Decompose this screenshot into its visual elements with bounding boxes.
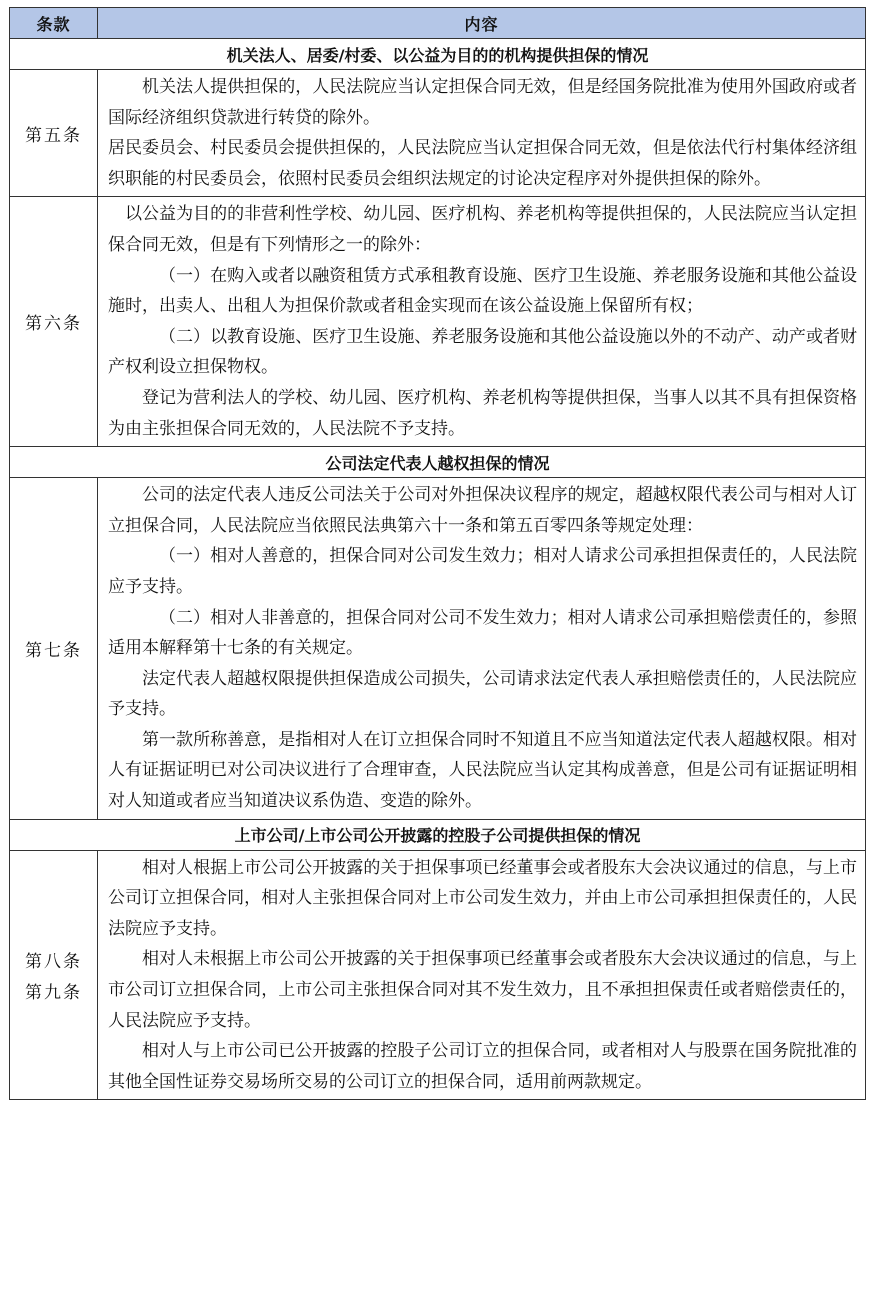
section-title-row (10, 447, 866, 478)
clause-label: 第五条 (10, 70, 98, 197)
section-title-row (10, 39, 866, 70)
paragraph: （一）在购入或者以融资租赁方式承租教育设施、医疗卫生设施、养老服务设施和其他公益设施时，出卖人、出租人为担保价款或者租金实现而在该公益设施上保留所有权； (108, 265, 857, 317)
section-title: 机关法人、居委/村委、以公益为目的的机构提供担保的情况 (10, 39, 866, 70)
clause-label-line: 第八条 (25, 952, 82, 973)
paragraph: 登记为营利法人的学校、幼儿园、医疗机构、养老机构等提供担保，当事人以其不具有担保资格为由主张担保合同无效的，人民法院不予支持。 (108, 387, 857, 439)
section-title: 上市公司/上市公司公开披露的控股子公司提供担保的情况 (10, 819, 866, 850)
paragraph: 居民委员会、村民委员会提供担保的，人民法院应当认定担保合同无效，但是依法代行村集体经济组织职能的村民委员会，依照村民委员会组织法规定的讨论决定程序对外提供担保的除外。 (108, 138, 857, 189)
paragraph: 第一款所称善意，是指相对人在订立担保合同时不知道且不应当知道法定代表人超越权限。相对人有证据证明已对公司决议进行了合理审查，人民法院应当认定其构成善意，但是公司有证据证明相对人知道或者应当知道决议系伪造、变造的除外。 (108, 729, 857, 812)
paragraph: 公司的法定代表人违反公司法关于公司对外担保决议程序的规定，超越权限代表公司与相对人订立担保合同，人民法院应当依照民法典第六十一条和第五百零四条等规定处理： (108, 485, 857, 536)
paragraph: （二）相对人非善意的，担保合同对公司不发生效力；相对人请求公司承担赔偿责任的，参照适用本解释第十七条的有关规定。 (108, 607, 857, 659)
table-row (10, 70, 866, 197)
clause-label-line: 第九条 (25, 983, 82, 1004)
table-row (10, 197, 866, 447)
table-header-row (10, 8, 866, 39)
clause-label (10, 850, 98, 1100)
paragraph: （一）相对人善意的，担保合同对公司发生效力；相对人请求公司承担担保责任的，人民法院应予支持。 (108, 546, 857, 597)
paragraph: 相对人根据上市公司公开披露的关于担保事项已经董事会或者股东大会决议通过的信息，与上市公司订立担保合同，相对人主张担保合同对上市公司发生效力，并由上市公司承担担保责任的，人民法院应予支持。 (108, 857, 857, 939)
clause-content (98, 70, 866, 197)
clause-content (98, 850, 866, 1100)
header-content: 内容 (98, 8, 866, 39)
section-title-row (10, 819, 866, 850)
paragraph: 相对人未根据上市公司公开披露的关于担保事项已经董事会或者股东大会决议通过的信息，与上市公司订立担保合同，上市公司主张担保合同对其不发生效力，且不承担担保责任或者赔偿责任的，人民法院应予支持。 (108, 949, 857, 1031)
paragraph: 相对人与上市公司已公开披露的控股子公司订立的担保合同，或者相对人与股票在国务院批准的其他全国性证券交易场所交易的公司订立的担保合同，适用前两款规定。 (108, 1041, 857, 1092)
provisions-table (9, 7, 866, 1100)
section-title: 公司法定代表人越权担保的情况 (10, 447, 866, 478)
paragraph: （二）以教育设施、医疗卫生设施、养老服务设施和其他公益设施以外的不动产、动产或者财产权利设立担保物权。 (108, 326, 857, 378)
paragraph: 法定代表人超越权限提供担保造成公司损失，公司请求法定代表人承担赔偿责任的，人民法院应予支持。 (108, 668, 857, 720)
paragraph: 以公益为目的的非营利性学校、幼儿园、医疗机构、养老机构等提供担保的，人民法院应当认定担保合同无效，但是有下列情形之一的除外： (108, 204, 857, 255)
clause-content (98, 478, 866, 820)
clause-label: 第六条 (10, 197, 98, 447)
header-clause: 条款 (10, 8, 98, 39)
table-row (10, 850, 866, 1100)
clause-label: 第七条 (10, 478, 98, 820)
table-row (10, 478, 866, 820)
paragraph: 机关法人提供担保的，人民法院应当认定担保合同无效，但是经国务院批准为使用外国政府或者国际经济组织贷款进行转贷的除外。 (108, 77, 857, 128)
clause-content (98, 197, 866, 447)
